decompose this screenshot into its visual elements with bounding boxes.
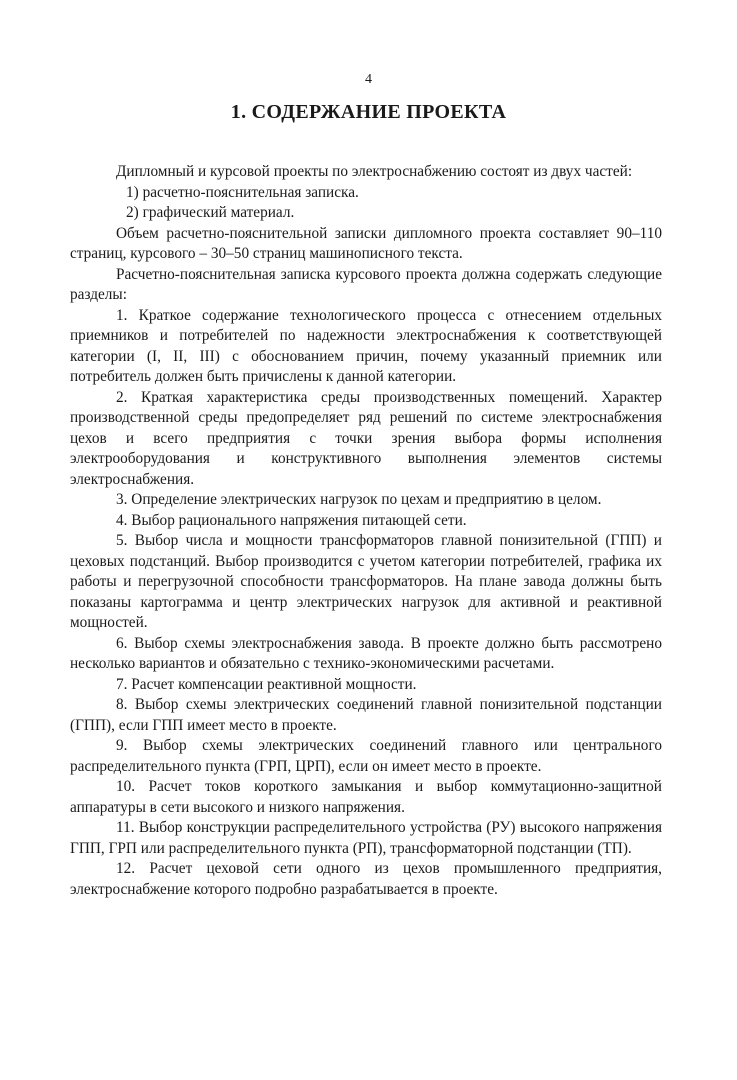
section-item: 11. Выбор конструкции распределительного устройства (РУ) высокого напряжения ГПП, ГРП или распределительного пункта (РП), трансформаторной подстанции (ТП). — [70, 819, 662, 857]
volume-paragraph: Объем расчетно-пояснительной записки дипломного проекта составляет 90–110 страниц, курсового – 30–50 страниц машинописного текста. — [70, 224, 662, 262]
sections-intro-paragraph: Расчетно-пояснительная записка курсового проекта должна содержать следующие разделы: — [70, 265, 662, 303]
section-item: 5. Выбор числа и мощности трансформаторов главной понизительной (ГПП) и цеховых подстанций. Выбор производится с учетом категории потребителей, графика их работы и перегрузочной способности трансформаторов. На плане завода должны быть показаны картограмма и центр электрических нагрузок для активной и реактивной мощностей. — [70, 532, 662, 631]
section-item: 7. Расчет компенсации реактивной мощности. — [116, 675, 417, 693]
section-item: 1. Краткое содержание технологического процесса с отнесением отдельных приемников и потребителей по надежности электроснабжения к соответствующей категории (I, II, III) с обоснованием причин, почему указанный приемник или потребитель должен быть причислены к данной категории. — [70, 306, 662, 385]
section-item: 6. Выбор схемы электроснабжения завода. В проекте должно быть рассмотрено несколько вариантов и обязательно с технико-экономическими расчетами. — [70, 634, 662, 672]
section-item: 8. Выбор схемы электрических соединений главной понизительной подстанции (ГПП), если ГПП имеет место в проекте. — [70, 696, 662, 734]
section-item: 12. Расчет цеховой сети одного из цехов промышленного предприятия, электроснабжение которого подробно разрабатывается в проекте. — [70, 860, 662, 898]
intro-paragraph: Дипломный и курсовой проекты по электроснабжению состоят из двух частей: — [116, 163, 633, 180]
section-item: 4. Выбор рационального напряжения питающей сети. — [116, 511, 467, 529]
body-text — [70, 162, 662, 900]
section-title: 1. СОДЕРЖАНИЕ ПРОЕКТА — [230, 101, 507, 123]
part-item: 1) расчетно-пояснительная записка. — [126, 183, 359, 201]
part-item: 2) графический материал. — [126, 204, 295, 221]
section-item: 2. Краткая характеристика среды производственных помещений. Характер производственной среды предопределяет ряд решений по системе электроснабжения цехов и всего предприятия с точки зрения выбора формы исполнения электрооборудования и конструктивного выполнения элементов системы электроснабжения. — [70, 388, 662, 488]
section-item: 3. Определение электрических нагрузок по цехам и предприятию в целом. — [116, 491, 602, 508]
section-item: 10. Расчет токов короткого замыкания и выбор коммутационно-защитной аппаратуры в сети высокого и низкого напряжения. — [70, 778, 662, 816]
section-item: 9. Выбор схемы электрических соединений главного или центрального распределительного пункта (ГРП, ЦРП), если он имеет место в проекте. — [70, 737, 662, 775]
page-number: 4 — [365, 72, 372, 87]
